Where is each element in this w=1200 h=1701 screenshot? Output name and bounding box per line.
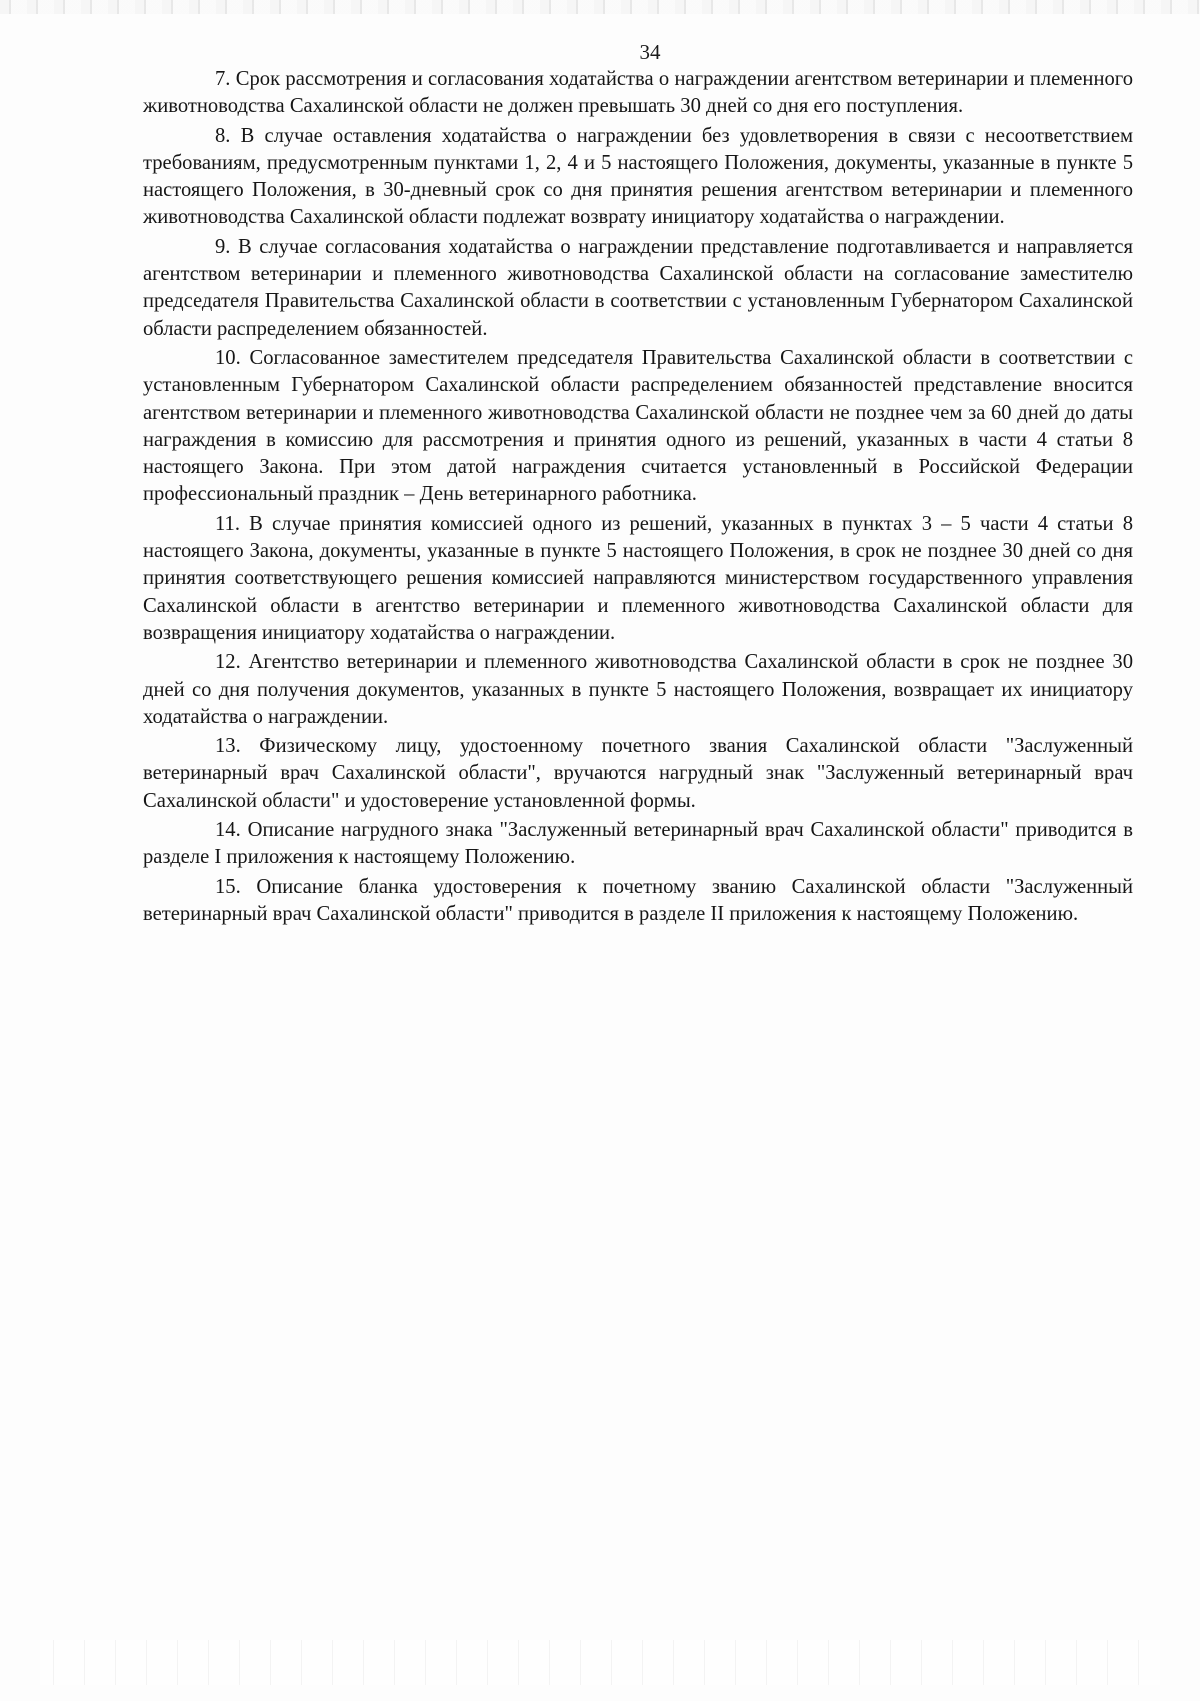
paragraph-14: 14. Описание нагрудного знака "Заслуженный ветеринарный врач Сахалинской области" приводится в разделе I приложения к настоящему Положению.: [143, 819, 1133, 869]
paragraph-12: 12. Агентство ветеринарии и племенного животноводства Сахалинской области в срок не позднее 30 дней со дня получения документов, указанных в пункте 5 настоящего Положения, возвращает их инициатору ходатайства о награждении.: [143, 651, 1133, 728]
paragraph-9: 9. В случае согласования ходатайства о награждении представление подготавливается и направляется агентством ветеринарии и племенного животноводства Сахалинской области на согласование заместителю председателя Правительства Сахалинской области в соответствии с установленным Губернатором Сахалинской области распределением обязанностей.: [143, 235, 1133, 340]
paragraph-11: 11. В случае принятия комиссией одного из решений, указанных в пунктах 3 – 5 части 4 статьи 8 настоящего Закона, документы, указанные в пункте 5 настоящего Положения, в срок не позднее 30 дней со дня принятия соответствующего решения комиссией направляются министерством государственного управления Сахалинской области в агентство ветеринарии и племенного животноводства Сахалинской области для возвращения инициатору ходатайства о награждении.: [143, 512, 1133, 644]
document-body: [143, 66, 1133, 930]
scan-artifact-bottom: [40, 1640, 1160, 1685]
paragraph-7: 7. Срок рассмотрения и согласования ходатайства о награждении агентством ветеринарии и племенного животноводства Сахалинской области не должен превышать 30 дней со дня его поступления.: [143, 68, 1133, 118]
scan-artifact-top: [0, 0, 1200, 14]
paragraph-15: 15. Описание бланка удостоверения к почетному званию Сахалинской области "Заслуженный ветеринарный врач Сахалинской области" приводится в разделе II приложения к настоящему Положению.: [143, 875, 1133, 925]
paragraph-13: 13. Физическому лицу, удостоенному почетного звания Сахалинской области "Заслуженный ветеринарный врач Сахалинской области", вручаются нагрудный знак "Заслуженный ветеринарный врач Сахалинской области" и удостоверение установленной формы.: [143, 735, 1133, 812]
paragraph-10: 10. Согласованное заместителем председателя Правительства Сахалинской области в соответствии с установленным Губернатором Сахалинской области распределением обязанностей представление вносится агентством ветеринарии и племенного животноводства Сахалинской области не позднее чем за 60 дней до даты награждения в комиссию для рассмотрения и принятия одного из решений, указанных в части 4 статьи 8 настоящего Закона. При этом датой награждения считается установленный в Российской Федерации профессиональный праздник – День ветеринарного работника.: [143, 346, 1133, 506]
page-number: 34: [639, 40, 661, 64]
paragraph-8: 8. В случае оставления ходатайства о награждении без удовлетворения в связи с несоответствием требованиям, предусмотренным пунктами 1, 2, 4 и 5 настоящего Положения, документы, указанные в пункте 5 настоящего Положения, в 30-дневный срок со дня принятия решения агентством ветеринарии и племенного животноводства Сахалинской области подлежат возврату инициатору ходатайства о награждении.: [143, 124, 1133, 229]
